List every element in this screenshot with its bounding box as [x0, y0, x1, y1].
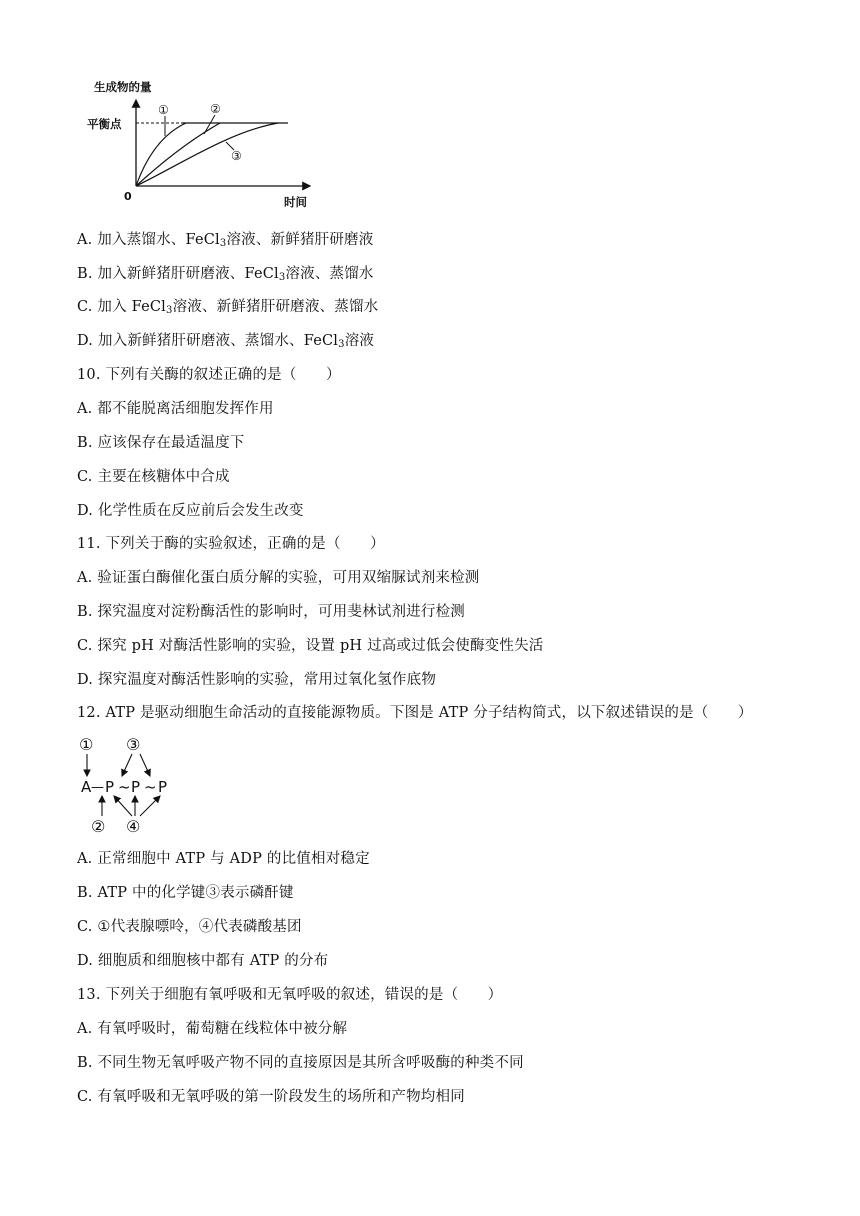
q11-option-c: C. 探究 pH 对酶活性影响的实验，设置 pH 过高或过低会使酶变性失活 [77, 638, 544, 654]
q11-stem: 11. 下列关于酶的实验叙述，正确的是（ ） [77, 536, 385, 552]
q12-option-c: C. ①代表腺嘌呤，④代表磷酸基团 [77, 919, 302, 935]
curve-2 [136, 123, 220, 186]
q10-option-d: D. 化学性质在反应前后会发生改变 [77, 503, 304, 519]
atp-adenosine: A [81, 778, 92, 796]
curve-2-label: ② [210, 102, 221, 116]
q10-option-c: C. 主要在核糖体中合成 [77, 469, 230, 485]
q12-option-a: A. 正常细胞中 ATP 与 ADP 的比值相对稳定 [77, 851, 370, 867]
q10-stem: 10. 下列有关酶的叙述正确的是（ ） [77, 367, 341, 383]
atp-single-bond: — [91, 780, 104, 795]
equilibrium-label: 平衡点 [87, 117, 122, 131]
q13-option-c: C. 有氧呼吸和无氧呼吸的第一阶段发生的场所和产物均相同 [77, 1089, 465, 1105]
q9-option-a: A. 加入蒸馏水、FeCl$_3$溶液、新鲜猪肝研磨液 [77, 232, 374, 249]
curve-3 [136, 123, 278, 186]
atp-phosphate-1: P [105, 778, 115, 796]
q13-stem: 13. 下列关于细胞有氧呼吸和无氧呼吸的叙述，错误的是（ ） [77, 987, 503, 1003]
atp-phosphate-2: P [131, 778, 141, 796]
arrow-4-right [140, 796, 160, 816]
atp-label-1: ① [79, 735, 94, 754]
q9-option-c: C. 加入 FeCl$_3$溶液、新鲜猪肝研磨液、蒸馏水 [77, 299, 379, 316]
q11-option-a: A. 验证蛋白酶催化蛋白质分解的实验，可用双缩脲试剂来检测 [77, 570, 480, 586]
q11-option-b: B. 探究温度对淀粉酶活性的影响时，可用斐林试剂进行检测 [77, 604, 465, 620]
curve-1 [136, 123, 186, 186]
curve-3-pointer [226, 142, 234, 150]
q9-option-d: D. 加入新鲜猪肝研磨液、蒸馏水、FeCl$_3$溶液 [77, 333, 375, 350]
atp-label-3: ③ [126, 735, 141, 754]
arrow-4-left [114, 796, 132, 816]
x-axis-label: 时间 [284, 195, 307, 209]
q12-option-b: B. ATP 中的化学键③表示磷酐键 [77, 885, 294, 901]
atp-label-4: ④ [126, 817, 141, 836]
origin-label: 0 [124, 190, 132, 203]
q12-stem: 12. ATP 是驱动细胞生命活动的直接能源物质。下图是 ATP 分子结构简式，以下叙述错误的是（ ） [77, 705, 753, 721]
q11-option-d: D. 探究温度对酶活性影响的实验，常用过氧化氢作底物 [77, 672, 437, 688]
atp-high-energy-bond-1: ~ [118, 778, 131, 796]
y-axis-label: 生成物的量 [94, 80, 152, 94]
q12-option-d: D. 细胞质和细胞核中都有 ATP 的分布 [77, 953, 329, 969]
arrow-3-right [140, 754, 150, 776]
atp-label-2: ② [91, 817, 106, 836]
atp-structure-diagram [74, 732, 184, 840]
q9-option-b: B. 加入新鲜猪肝研磨液、FeCl$_3$溶液、蒸馏水 [77, 266, 374, 283]
curve-2-pointer [204, 115, 215, 134]
arrow-3-left [122, 754, 132, 776]
curve-1-label: ① [158, 103, 169, 117]
reaction-curve-figure [78, 76, 318, 214]
q13-option-b: B. 不同生物无氧呼吸产物不同的直接原因是其所含呼吸酶的种类不同 [77, 1055, 524, 1071]
curve-3-label: ③ [231, 149, 242, 163]
atp-high-energy-bond-2: ~ [144, 778, 157, 796]
q10-option-a: A. 都不能脱离活细胞发挥作用 [77, 401, 274, 417]
q13-option-a: A. 有氧呼吸时，葡萄糖在线粒体中被分解 [77, 1021, 348, 1037]
atp-phosphate-3: P [158, 778, 168, 796]
q10-option-b: B. 应该保存在最适温度下 [77, 435, 245, 451]
